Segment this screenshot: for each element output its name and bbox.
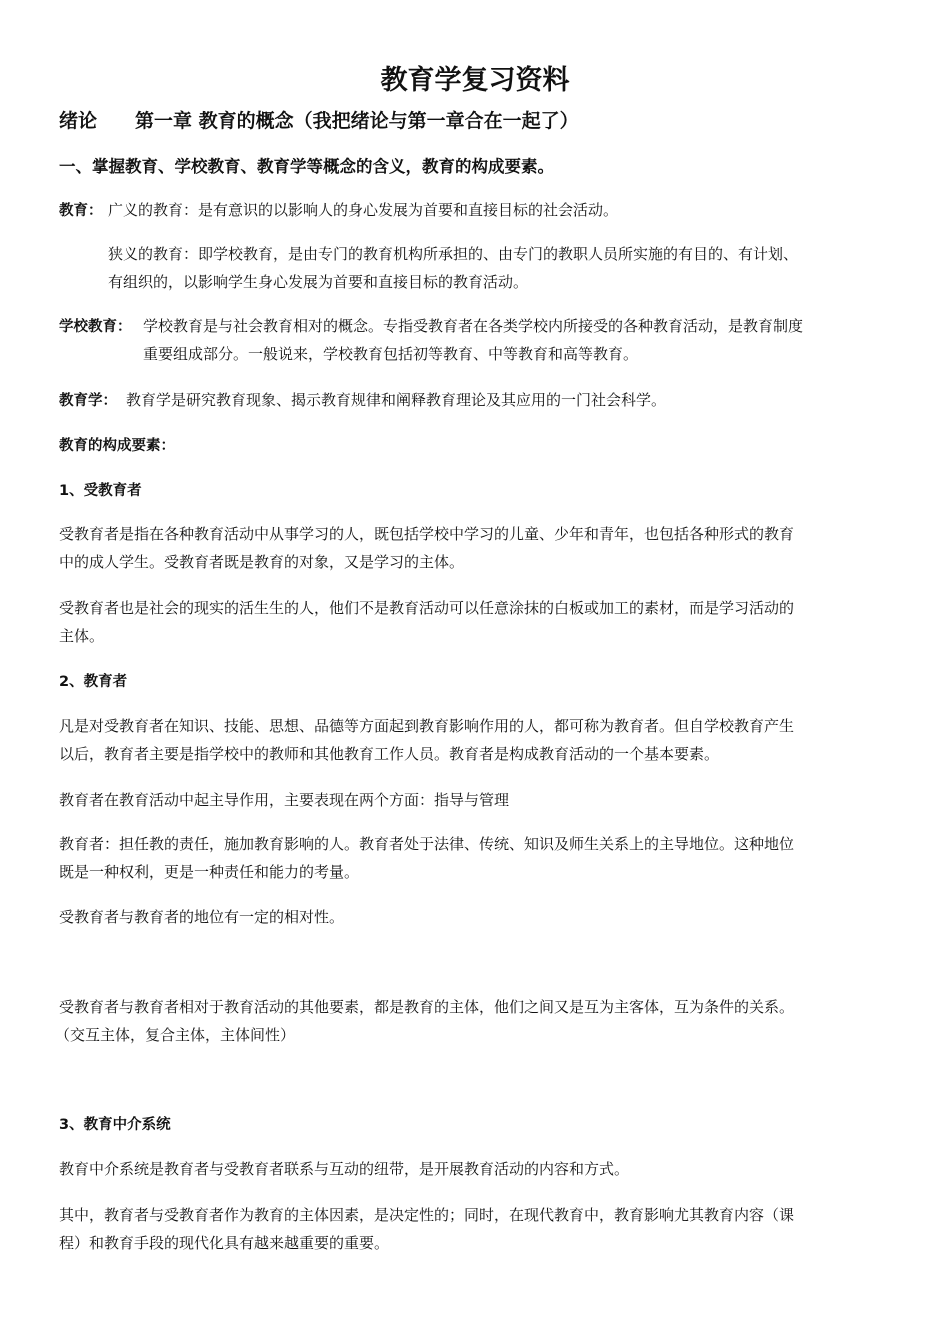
item2-paragraph1-line1: 凡是对受教育者在知识、技能、思想、品德等方面起到教育影响作用的人，都可称为教育者。但自学校教育产生 bbox=[59, 717, 795, 735]
school-education-definition-line2: 重要组成部分。一般说来，学校教育包括初等教育、中等教育和高等教育。 bbox=[143, 345, 639, 363]
item2-paragraph2: 教育者在教育活动中起主导作用，主要表现在两个方面：指导与管理 bbox=[59, 791, 510, 809]
item2-paragraph5-line2: （交互主体，复合主体，主体间性） bbox=[55, 1026, 296, 1044]
education-label: 教育： bbox=[59, 203, 103, 219]
item3-paragraph2-line2: 程）和教育手段的现代化具有越来越重要的重要。 bbox=[59, 1234, 390, 1252]
chapter-heading: 第一章 教育的概念（我把绪论与第一章合在一起了） bbox=[135, 110, 579, 132]
item3-paragraph1: 教育中介系统是教育者与受教育者联系与互动的纽带，是开展教育活动的内容和方式。 bbox=[59, 1160, 630, 1178]
elements-heading: 教育的构成要素： bbox=[59, 438, 175, 454]
page-title: 教育学复习资料 bbox=[380, 65, 570, 96]
education-narrow-definition-line2: 有组织的，以影响学生身心发展为首要和直接目标的教育活动。 bbox=[108, 273, 529, 291]
item2-paragraph3-line2: 既是一种权利，更是一种责任和能力的考量。 bbox=[59, 863, 360, 881]
item1-heading: 1、受教育者 bbox=[59, 483, 142, 499]
pedagogy-label: 教育学： bbox=[59, 393, 117, 409]
item2-paragraph3-line1: 教育者：担任教的责任，施加教育影响的人。教育者处于法律、传统、知识及师生关系上的主导地位。这种地位 bbox=[59, 835, 795, 853]
item1-paragraph2-line1: 受教育者也是社会的现实的活生生的人，他们不是教育活动可以任意涂抹的白板或加工的素材，而是学习活动的 bbox=[59, 599, 795, 617]
item2-paragraph4: 受教育者与教育者的地位有一定的相对性。 bbox=[59, 908, 345, 926]
item2-heading: 2、教育者 bbox=[59, 674, 128, 690]
chapter-prefix: 绪论 bbox=[59, 110, 98, 132]
school-education-definition-line1: 学校教育是与社会教育相对的概念。专指受教育者在各类学校内所接受的各种教育活动，是教育制度 bbox=[143, 317, 804, 335]
pedagogy-definition: 教育学是研究教育现象、揭示教育规律和阐释教育理论及其应用的一门社会科学。 bbox=[126, 391, 667, 409]
section-heading: 一、掌握教育、学校教育、教育学等概念的含义，教育的构成要素。 bbox=[59, 157, 554, 176]
item2-paragraph1-line2: 以后，教育者主要是指学校中的教师和其他教育工作人员。教育者是构成教育活动的一个基本要素。 bbox=[59, 745, 720, 763]
school-education-label: 学校教育： bbox=[59, 319, 132, 335]
education-narrow-definition-line1: 狭义的教育：即学校教育，是由专门的教育机构所承担的、由专门的教职人员所实施的有目的、有计划、 bbox=[108, 245, 799, 263]
item1-paragraph2-line2: 主体。 bbox=[59, 627, 105, 645]
item3-heading: 3、教育中介系统 bbox=[59, 1117, 171, 1133]
item1-paragraph1-line1: 受教育者是指在各种教育活动中从事学习的人，既包括学校中学习的儿童、少年和青年，也包括各种形式的教育 bbox=[59, 525, 795, 543]
education-broad-definition: 广义的教育：是有意识的以影响人的身心发展为首要和直接目标的社会活动。 bbox=[108, 201, 619, 219]
item2-paragraph5-line1: 受教育者与教育者相对于教育活动的其他要素，都是教育的主体，他们之间又是互为主客体，互为条件的关系。 bbox=[59, 998, 795, 1016]
item3-paragraph2-line1: 其中，教育者与受教育者作为教育的主体因素，是决定性的；同时，在现代教育中，教育影响尤其教育内容（课 bbox=[59, 1206, 795, 1224]
item1-paragraph1-line2: 中的成人学生。受教育者既是教育的对象，又是学习的主体。 bbox=[59, 553, 465, 571]
